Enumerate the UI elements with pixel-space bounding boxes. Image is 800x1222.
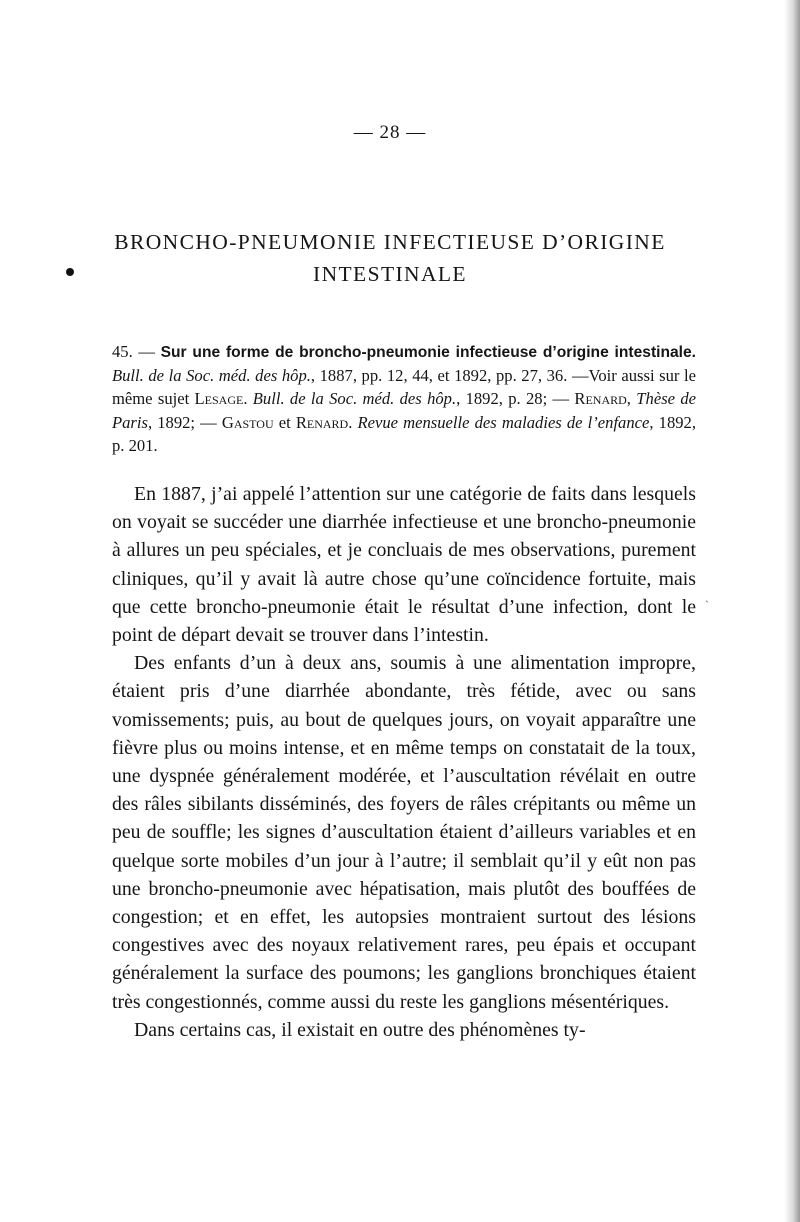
reference-journal-pages-2: , 1892, p. 28; — — [456, 389, 575, 409]
paragraph-2: Des enfants d’un à deux ans, soumis à une alimentation impropre, étaient pris d’une diarrhée abondante, très fétide, avec ou sans vomissements; puis, au bout de quelques jours, on voyait apparaître une fièvre plus ou moins intense, et en même temps on constatait de la toux, une dyspnée généralement modérée, et l’auscultation révélait en outre des râles sibilants disséminés, des foyers de râles crépitants ou même un peu de souffle; les signes d’auscultation étaient d’ailleurs variables et en quelque sorte mobiles d’un jour à l’autre; il semblait qu’il y eût non pas une broncho-pneumonie avec hépatisation, mais plutôt des bouffées de congestion; et en effet, les autopsies montraient surtout des lésions congestives avec des noyaux relativement rares, peu épais et occupant généralement la surface des poumons; les ganglions bronchiques étaient très congestionnés, comme aussi du reste les ganglions mésentériques. — [112, 652, 696, 1013]
page-number: — 28 — — [353, 122, 427, 143]
reference-heading: Sur une forme de broncho-pneumonie infectieuse d’origine intestinale. — [160, 344, 697, 361]
reference-journal-title: Bull. de la Soc. méd. des hôp. — [112, 366, 311, 386]
section-title-line-1: BRONCHO-PNEUMONIE INFECTIEUSE D’ORIGINE — [114, 230, 666, 254]
margin-mark-dot — [66, 268, 74, 276]
bibliographic-reference — [112, 340, 696, 457]
reference-journal-pages: , 1887, pp. 12, 44, et 1892, pp. 27, 36. —Voir aussi sur le même sujet — [112, 366, 696, 409]
reference-journal-title-2: Bull. de la Soc. méd. des hôp. — [252, 389, 457, 409]
reference-thesis-title: Thèse de Paris — [112, 389, 696, 432]
section-title — [80, 226, 700, 290]
body-text — [112, 480, 696, 1044]
reference-thesis-year: , 1892; — — [147, 412, 222, 432]
reference-revue-pages: , 1892, p. 201. — [112, 412, 696, 455]
margin-mark-tick: ˋ — [705, 598, 709, 612]
reference-number: 45. — — [112, 342, 155, 361]
paragraph-1: En 1887, j’ai appelé l’attention sur une catégorie de faits dans lesquels on voyait se succéder une diarrhée infectieuse et une broncho-pneumonie à allures un peu spéciales, et je concluais de mes observations, purement cliniques, qu’il y avait là autre chose qu’une coïncidence fortuite, mais que cette broncho-pneumonie était le résultat d’une infection, dont le point de départ devait se trouver dans l’intestin. — [112, 483, 696, 647]
author-renard-2: Renard. — [295, 412, 353, 432]
author-gastou: Gastou — [221, 412, 274, 432]
reference-revue-title: Revue mensuelle des maladies de l’enfance — [357, 412, 650, 432]
author-lesage: Lesage. — [194, 389, 248, 409]
page-edge-shadow — [784, 0, 800, 1222]
author-renard: Renard, — [574, 389, 631, 409]
reference-conjunction: et — [273, 412, 296, 432]
section-title-line-2: INTESTINALE — [313, 262, 467, 286]
paragraph-3: Dans certains cas, il existait en outre des phénomènes ty- — [134, 1018, 586, 1041]
